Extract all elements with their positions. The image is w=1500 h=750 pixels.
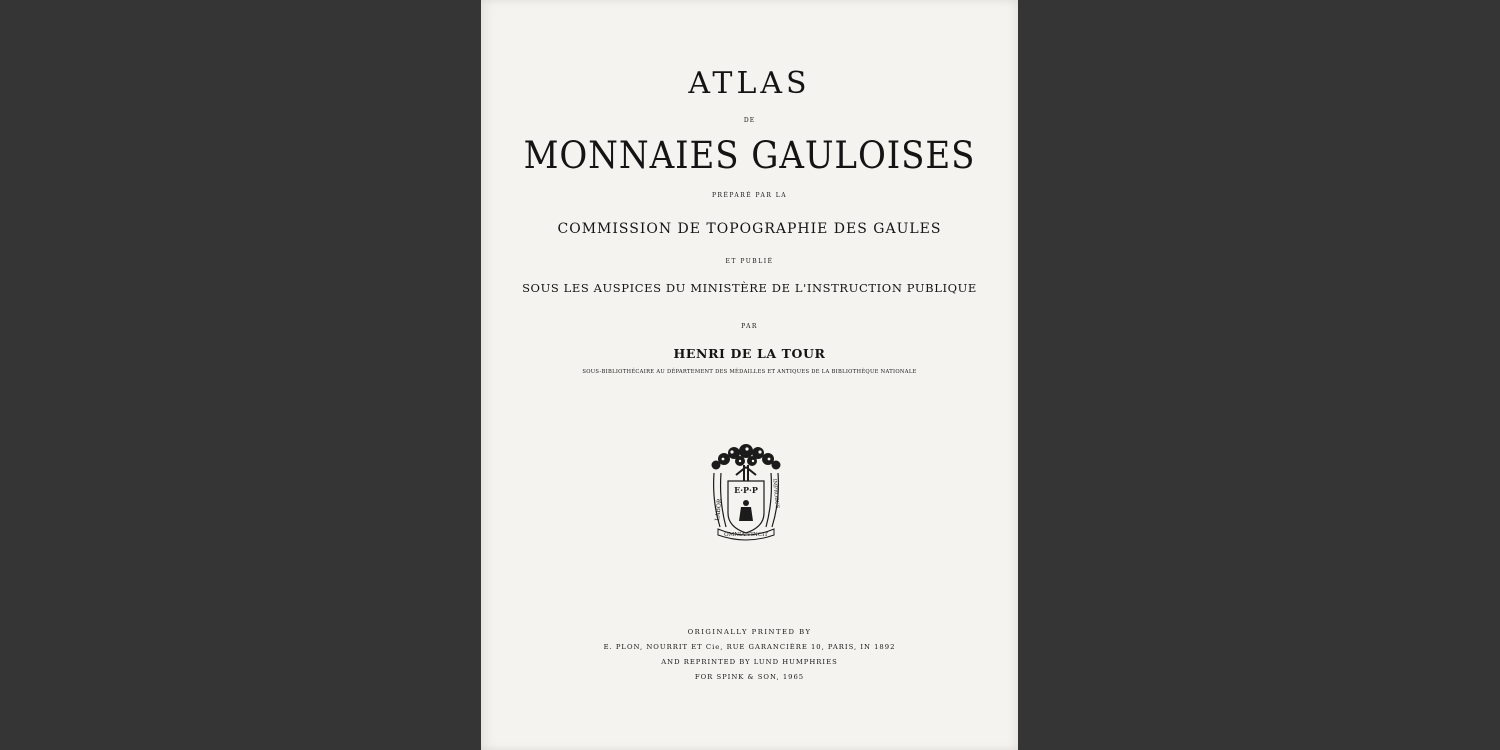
prepared-by-text: PRÉPARÉ PAR LA [711, 192, 788, 199]
imprint-reprinted: AND REPRINTED BY LUND HUMPHRIES [661, 658, 838, 666]
par-text: PAR [741, 323, 758, 330]
commission-text: COMMISSION DE TOPOGRAPHIE DES GAULES [557, 221, 942, 237]
auspices-text: SOUS LES AUSPICES DU MINISTÈRE DE L'INSTRUCTION PUBLIQUE [522, 281, 977, 295]
author-title: SOUS-BIBLIOTHÉCAIRE AU DÉPARTEMENT DES MÉDAILLES ET ANTIQUES DE LA BIBLIOTHÈQUE NATIONALE [582, 369, 917, 375]
imprint-originally: ORIGINALLY PRINTED BY [687, 628, 812, 636]
imprint-for: FOR SPINK & SON, 1965 [694, 673, 805, 681]
title-de: DE [743, 117, 756, 124]
et-publie-text: ET PUBLIÉ [725, 258, 774, 265]
title-page [481, 0, 1018, 750]
printer-emblem-icon [710, 441, 782, 541]
emblem-motto-bottom: OMNIA VINCIT [724, 532, 768, 538]
title-monnaies-gauloises: MONNAIES GAULOISES [523, 134, 976, 177]
emblem-motto-right: IMPROBUS [771, 478, 781, 509]
emblem-monogram: E·P·P [734, 485, 758, 495]
emblem-motto-left: LABOR [714, 498, 724, 522]
author-name: HENRI DE LA TOUR [673, 346, 826, 361]
imprint-publisher: E. PLON, NOURRIT ET Cie, RUE GARANCIÈRE 10, PARIS, IN 1892 [603, 643, 896, 651]
title-atlas: ATLAS [688, 66, 811, 101]
